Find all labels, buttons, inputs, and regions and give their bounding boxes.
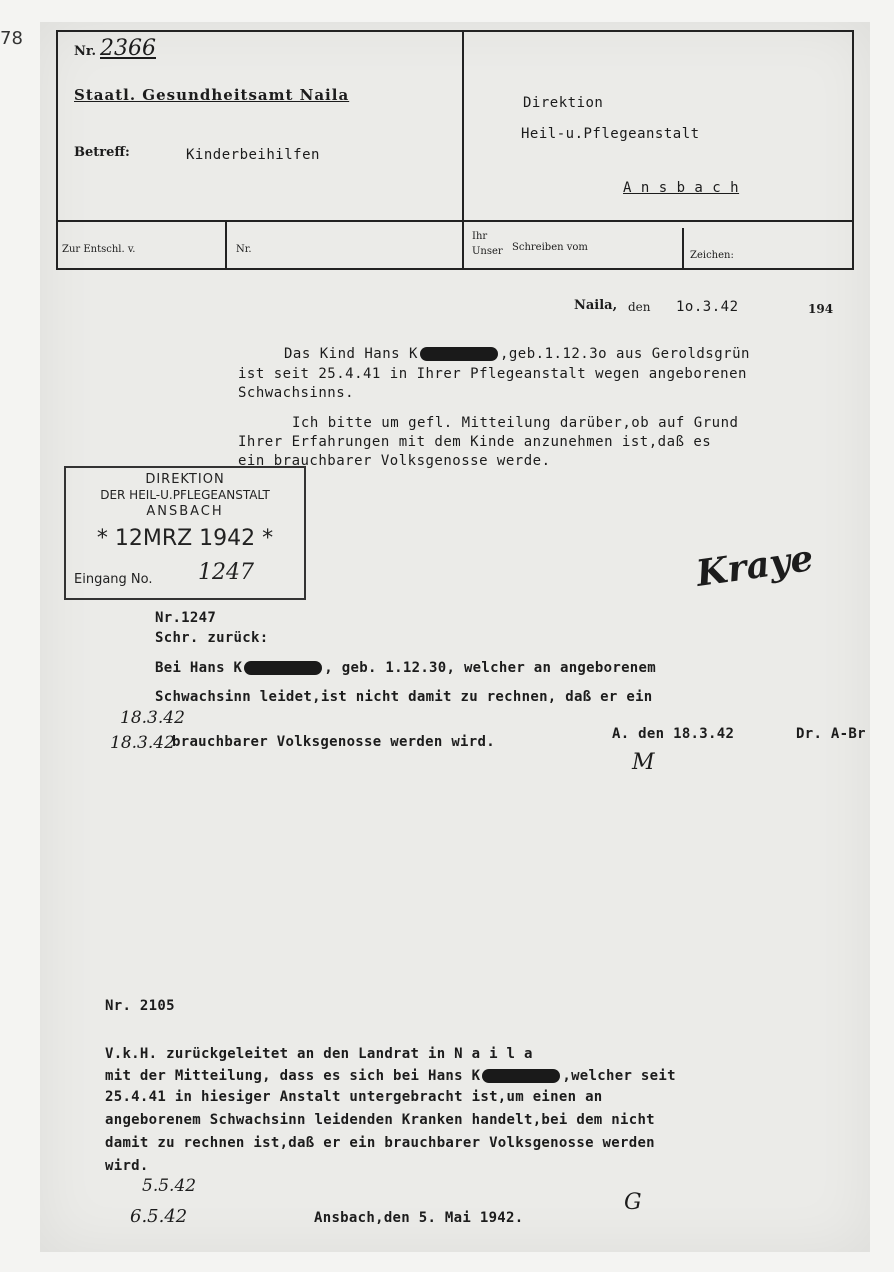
letter-line: ein brauchbarer Volksgenosse werde. (238, 453, 551, 469)
field-ihr: Ihr (472, 231, 488, 242)
field-entschl: Zur Entschl. v. (62, 244, 136, 255)
redaction-bar (244, 661, 322, 675)
betreff-label: Betreff: (74, 145, 130, 160)
reply-line: Schwachsinn leidet,ist nicht damit zu rechnen, daß er ein (155, 689, 653, 705)
field-nr: Nr. (236, 244, 252, 255)
letterhead-footer-sep (225, 220, 227, 270)
signature-naila: Kraye (693, 537, 816, 595)
stamp-date: * 12MRZ 1942 * (96, 526, 274, 551)
receipt-stamp (64, 466, 306, 600)
stamp-line: ANSBACH (146, 504, 224, 519)
letter-line: Ich bitte um gefl. Mitteilung darüber,ob auf Grund (292, 415, 739, 431)
reply-nr: Nr.1247 (155, 610, 217, 626)
reply-place-date: A. den 18.3.42 (612, 726, 735, 742)
stamp-eingang-label: Eingang No. (74, 572, 153, 587)
handwritten-date: 5.5.42 (142, 1176, 197, 1196)
handwritten-date: 18.3.42 (110, 733, 175, 753)
letter-line: ist seit 25.4.41 in Ihrer Pflegeanstalt wegen angeborenen (238, 366, 747, 382)
field-zeichen: Zeichen: (690, 250, 734, 261)
handwritten-date: 6.5.42 (130, 1206, 188, 1227)
nr-label: Nr. (74, 44, 97, 59)
stamp-eingang-number: 1247 (198, 560, 254, 585)
reply-line: brauchbarer Volksgenosse werden wird. (172, 734, 495, 750)
letter-line: Ihrer Erfahrungen mit dem Kinde anzunehmen ist,daß es (238, 434, 712, 450)
recipient-city: A n s b a c h (623, 180, 740, 196)
betreff-value: Kinderbeihilfen (186, 147, 320, 163)
reply2-place-date: Ansbach,den 5. Mai 1942. (314, 1210, 524, 1226)
date-place: Naila, (574, 298, 618, 313)
reply2-line: wird. (105, 1158, 149, 1174)
letterhead-box (56, 30, 854, 270)
office-name: Staatl. Gesundheitsamt Naila (74, 86, 350, 104)
date-den: den (628, 300, 651, 314)
handwritten-date: 18.3.42 (120, 708, 185, 728)
recipient-line1: Direktion (523, 95, 604, 111)
letter-line: Das Kind Hans K ,geb.1.12.3o aus Geroldsgrün (284, 346, 750, 362)
reply2-line: V.k.H. zurückgeleitet an den Landrat in N a i l a (105, 1046, 533, 1062)
letter-line: Schwachsinns. (238, 385, 355, 401)
stamp-line: DER HEIL-U.PFLEGEANSTALT (100, 488, 270, 502)
reply2-line: 25.4.41 in hiesiger Anstalt untergebracht ist,um einen an (105, 1089, 603, 1105)
redaction-bar (482, 1069, 560, 1083)
reply-signer: Dr. A-Br (796, 726, 866, 742)
stamp-line: DIREKTION (145, 472, 225, 487)
field-schreiben: Schreiben vom (512, 242, 588, 253)
reply-schr: Schr. zurück: (155, 630, 269, 646)
date-ref: 194 (808, 302, 834, 316)
letterhead-divider (462, 30, 464, 270)
reply2-nr: Nr. 2105 (105, 998, 175, 1014)
letterhead-footer-rule (56, 220, 854, 222)
redaction-bar (420, 347, 498, 361)
field-unser: Unser (472, 246, 503, 257)
handwritten-initial: M (632, 750, 655, 775)
reply2-line: damit zu rechnen ist,daß er ein brauchbarer Volksgenosse werden (105, 1135, 655, 1151)
reply-line: Bei Hans K , geb. 1.12.30, welcher an angeborenem (155, 660, 656, 676)
letterhead-footer-sep (682, 228, 684, 270)
page-number: 78 (0, 28, 23, 49)
letter-date: 1o.3.42 (676, 299, 739, 315)
handwritten-initial: G (624, 1190, 642, 1215)
reply2-line: mit der Mitteilung, dass es sich bei Hans K ,welcher seit (105, 1068, 676, 1084)
reply2-line: angeborenem Schwachsinn leidenden Kranken handelt,bei dem nicht (105, 1112, 655, 1128)
nr-value: 2366 (100, 36, 156, 61)
recipient-line2: Heil-u.Pflegeanstalt (521, 126, 700, 142)
